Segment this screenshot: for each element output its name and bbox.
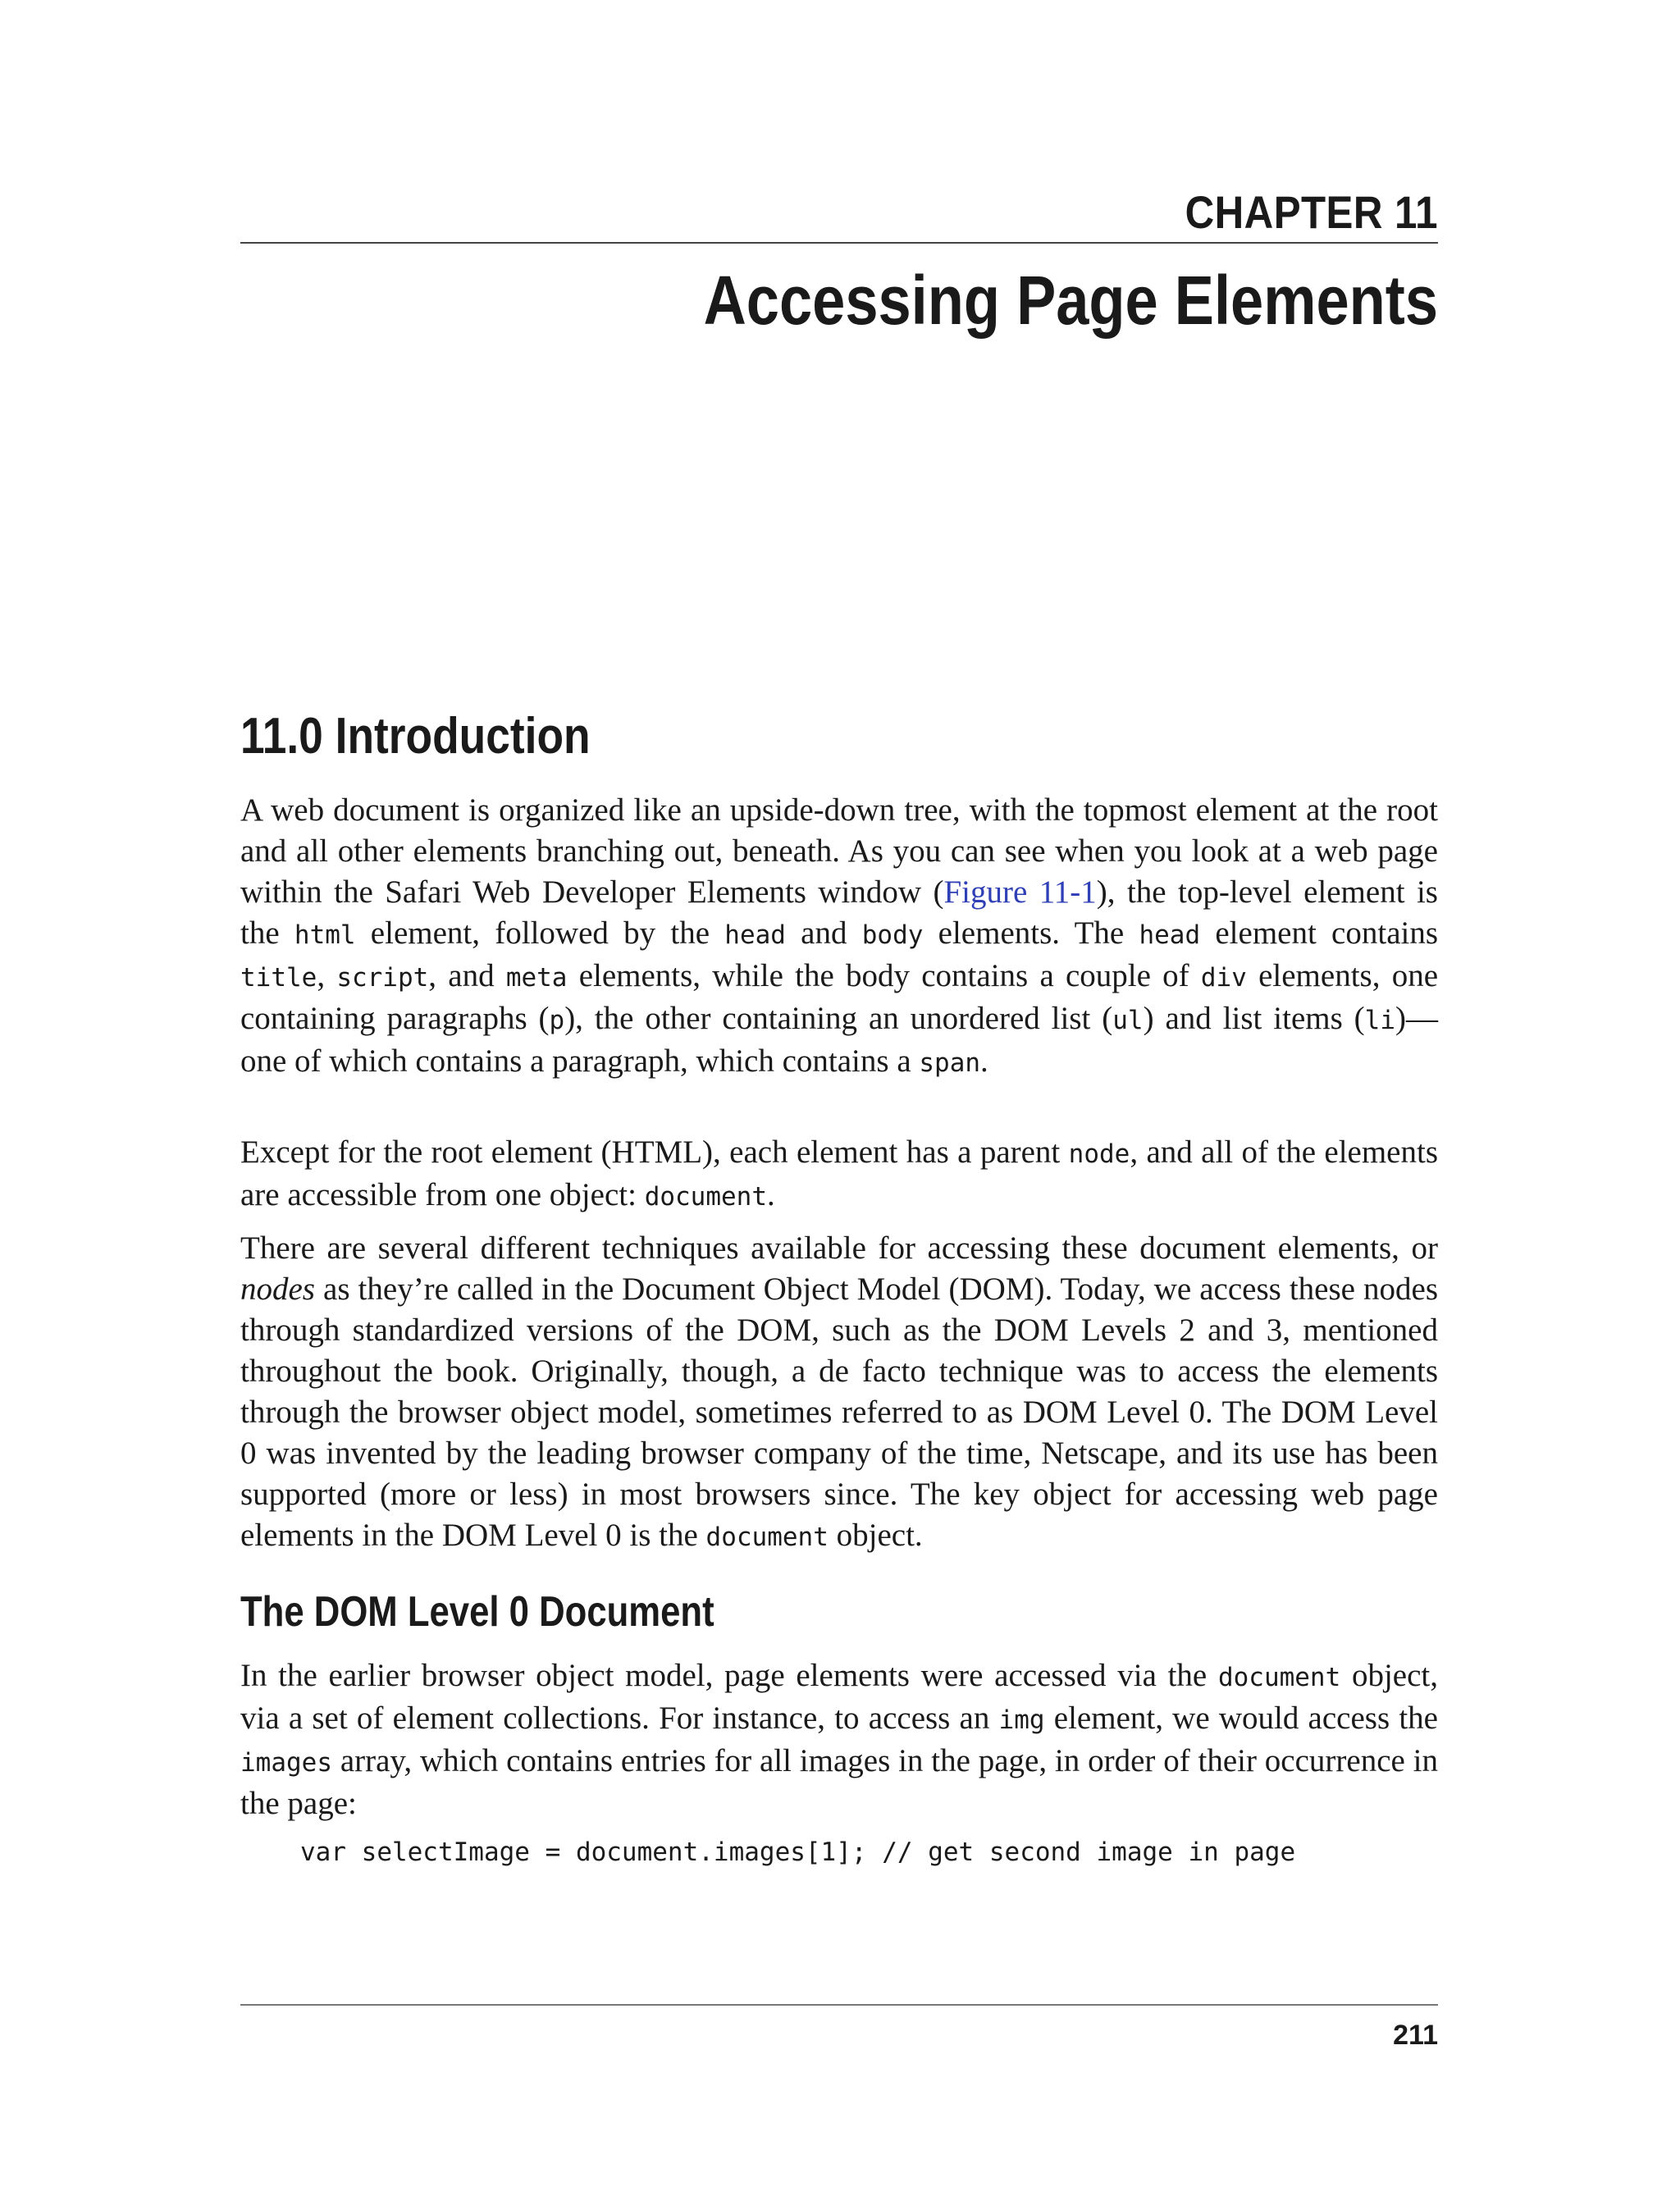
chapter-rule: [240, 242, 1438, 244]
section-heading: 11.0 Introduction: [240, 708, 591, 765]
code-example: var selectImage = document.images[1]; // get second image in page: [300, 1838, 1296, 1867]
dom0-paragraph: In the earlier browser object model, page elements were accessed via the document object, via a set of element collections. For instance, to access an img element, we would access the images array, which contains entries for all images in the page, in order of their occurrence in the page:: [240, 1658, 1439, 1821]
intro-paragraph-2: Except for the root element (HTML), each element has a parent node, and all of the elements are accessible from one object: document.: [240, 1134, 1438, 1212]
subsection-heading: The DOM Level 0 Document: [240, 1588, 714, 1636]
figure-link[interactable]: Figure 11-1: [943, 874, 1097, 910]
footer-rule: [240, 2004, 1438, 2006]
chapter-label: CHAPTER 11: [1185, 186, 1438, 238]
page-number: 211: [1393, 2020, 1438, 2051]
intro-paragraph-3: There are several different techniques available for accessing these document elements, or nodes as they’re called in the Document Object Model (DOM). Today, we access these nodes through standardized versions of the DOM, such as the DOM Levels 2 and 3, mentioned throughout the book. Originally, though, a de facto technique was to access the elements through the browser object model, sometimes referred to as DOM Level 0. The DOM Level 0 was invented by the leading browser company of the time, Netscape, and its use has been supported (more or less) in most browsers since. The key object for accessing web page elements in the DOM Level 0 is the document object.: [240, 1230, 1438, 1553]
intro-paragraph-1: A web document is organized like an upside-down tree, with the topmost element at the root and all other elements branching out, beneath. As you can see when you look at a web page within the Safari Web Developer Elements window (Figure 11-1), the top-level element is the html element, followed by the head and body elements. The head element contains title, script, and meta elements, while the body contains a couple of div elements, one containing paragraphs (p), the other containing an unordered list (ul) and list items (li)—one of which contains a paragraph, which contains a span.: [240, 792, 1439, 1079]
chapter-title: Accessing Page Elements: [703, 262, 1438, 339]
